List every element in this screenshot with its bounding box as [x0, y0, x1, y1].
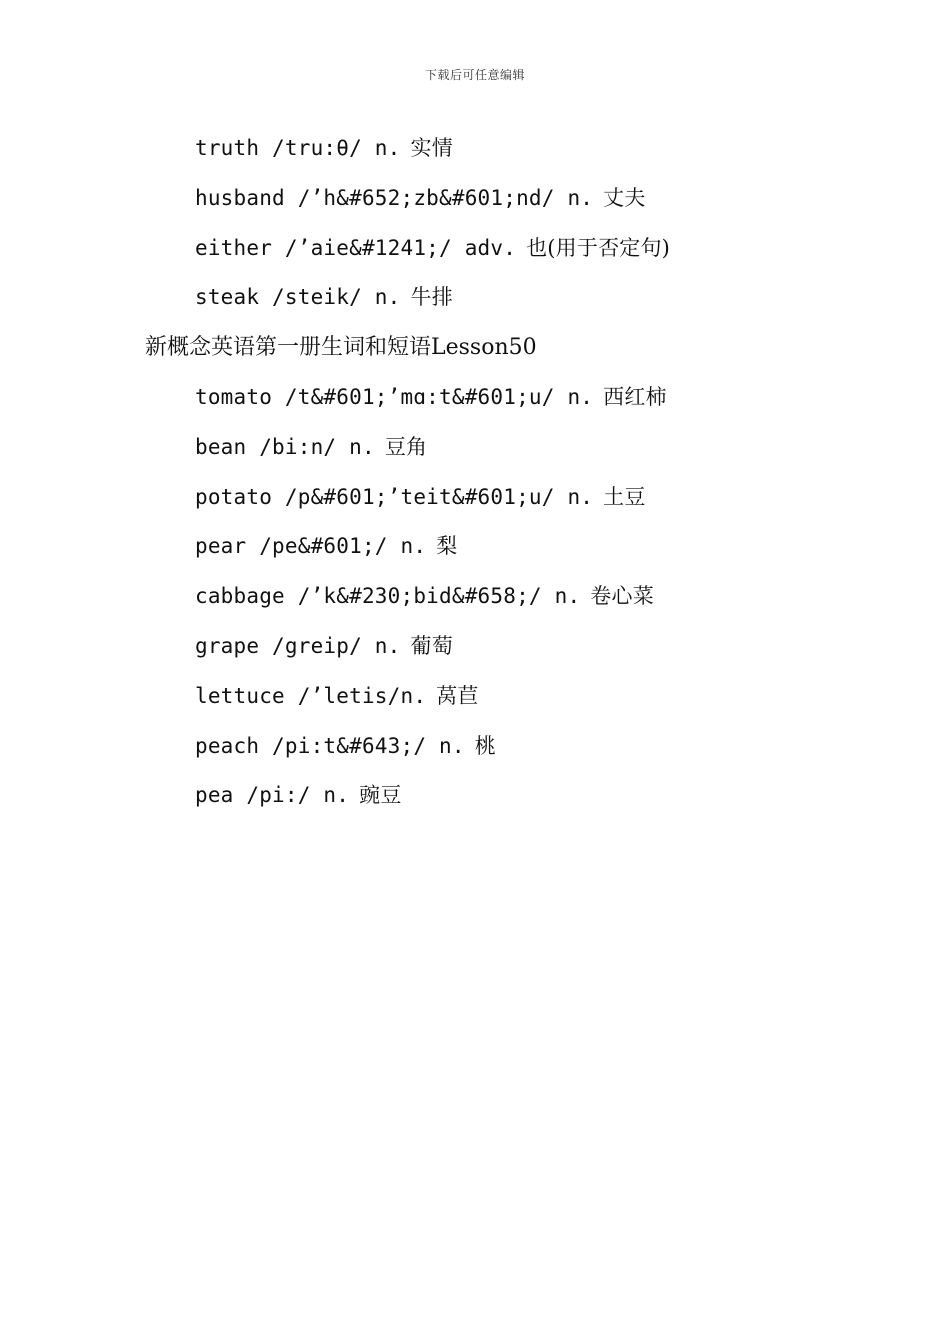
- vocabulary-list: [0, 124, 950, 821]
- vocab-word: either /’aie&#1241;/ adv.: [195, 235, 517, 260]
- lesson-heading: 新概念英语第一册生词和短语Lesson50: [145, 335, 537, 361]
- vocab-entry: [0, 224, 950, 274]
- vocab-meaning: 豌豆: [359, 783, 402, 808]
- vocab-word: tomato /t&#601;’mɑ:t&#601;u/ n.: [195, 384, 594, 409]
- vocab-meaning: 莴苣: [436, 683, 479, 708]
- vocab-word: grape /greip/ n.: [195, 633, 401, 658]
- header-note: 下载后可任意编辑: [424, 68, 525, 82]
- vocab-entry: [0, 771, 950, 821]
- vocab-meaning: 也(用于否定句): [526, 235, 671, 260]
- vocab-meaning: 西红柿: [603, 384, 667, 409]
- vocab-meaning: 桃: [474, 733, 496, 758]
- vocab-word: cabbage /’k&#230;bid&#658;/ n.: [195, 584, 581, 609]
- vocab-word: husband /’h&#652;zb&#601;nd/ n.: [195, 185, 594, 210]
- vocab-meaning: 牛排: [410, 285, 453, 310]
- vocab-word: truth /tru:θ/ n.: [195, 136, 401, 160]
- vocab-word: pea /pi:/ n.: [195, 783, 350, 808]
- vocab-meaning: 梨: [436, 534, 458, 559]
- vocab-entry: [0, 273, 950, 323]
- vocab-meaning: 豆角: [384, 434, 428, 459]
- vocab-entry: [0, 174, 950, 224]
- vocab-word: peach /pi:t&#643;/ n.: [195, 733, 465, 758]
- vocab-word: lettuce /’letis/n.: [195, 683, 427, 708]
- vocab-word: potato /p&#601;’teit&#601;u/ n.: [195, 484, 594, 509]
- vocab-meaning: 葡萄: [410, 633, 453, 658]
- vocab-meaning: 土豆: [603, 484, 646, 509]
- vocab-meaning: 丈夫: [603, 185, 646, 210]
- vocab-entry: [0, 124, 950, 174]
- vocab-word: pear /pe&#601;/ n.: [195, 534, 427, 559]
- vocab-entry: [0, 672, 950, 722]
- vocab-word: bean /bi:n/ n.: [195, 434, 375, 459]
- vocab-entry: [0, 572, 950, 622]
- vocab-entry: [0, 423, 950, 473]
- vocab-entry: [0, 473, 950, 523]
- vocab-meaning: 实情: [410, 136, 453, 160]
- vocab-entry: [0, 522, 950, 572]
- vocab-entry: [0, 622, 950, 672]
- vocab-entry: [0, 373, 950, 423]
- vocab-word: steak /steik/ n.: [195, 285, 401, 310]
- vocab-entry: [0, 722, 950, 772]
- vocab-meaning: 卷心菜: [590, 584, 654, 609]
